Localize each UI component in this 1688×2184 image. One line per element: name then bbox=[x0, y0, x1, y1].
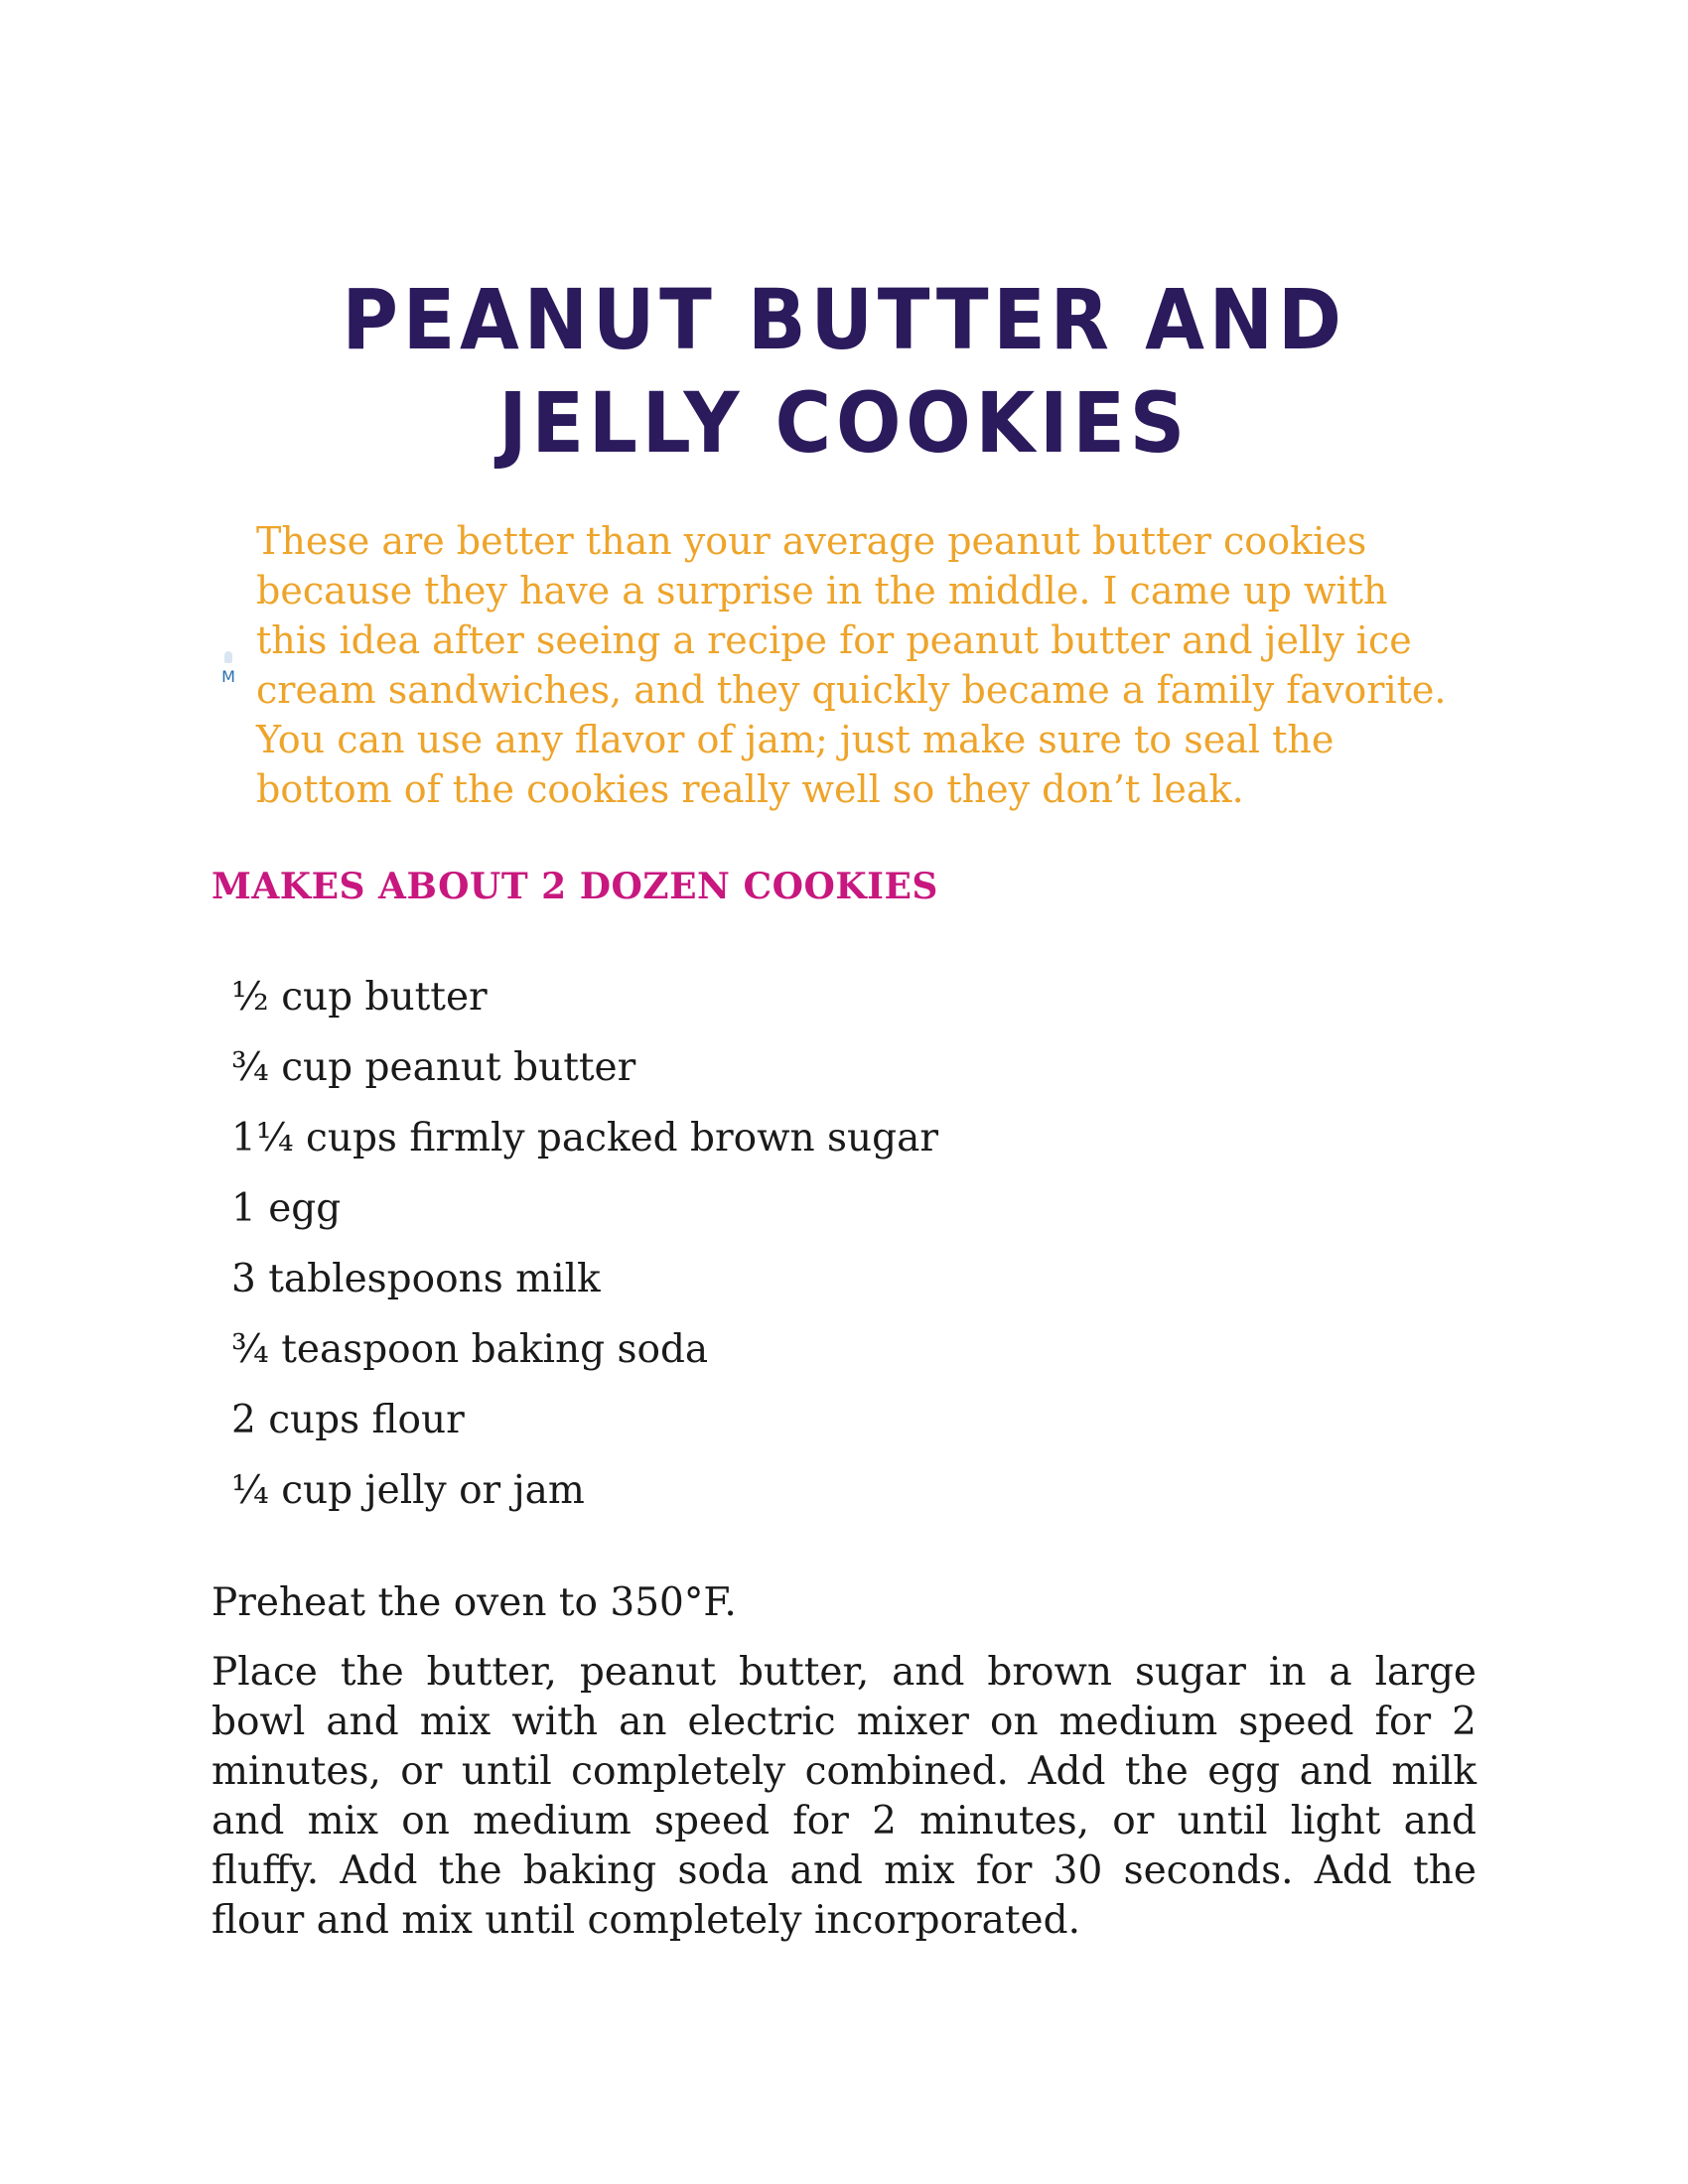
ingredient-item: 1¼ cups firmly packed brown sugar bbox=[231, 1116, 938, 1160]
instruction-step: Preheat the oven to 350°F. bbox=[211, 1580, 737, 1625]
marker-dot-icon bbox=[224, 651, 232, 663]
recipe-intro: These are better than your average peanut butter cookies because they have a surprise in the middle. I came up with this idea after seeing a recipe for peanut butter and jelly ice cream sandwiches, and they quickly became a family favorite. You can use any flavor of jam; just make sure to seal the bottom of the cookies really well so they don’t leak. bbox=[256, 519, 1447, 811]
ingredient-list bbox=[231, 975, 938, 1539]
recipe-title-line-1: PEANUT BUTTER AND bbox=[342, 271, 1346, 368]
ingredient-item: ½ cup butter bbox=[231, 975, 488, 1020]
ingredient-item: ¾ cup peanut butter bbox=[231, 1045, 636, 1090]
recipe-yield: MAKES ABOUT 2 DOZEN COOKIES bbox=[211, 866, 938, 907]
ingredient-item: 2 cups flour bbox=[231, 1398, 465, 1442]
instruction-step: Place the butter, peanut butter, and brown sugar in a large bowl and mix with an electric mixer on medium speed for 2 minutes, or until completely combined. Add the egg and milk and mix on medium speed for 2 minutes, or until light and fluffy. Add the baking soda and mix for 30 seconds. Add the flour and mix until completely incorporated. bbox=[211, 1650, 1477, 1943]
ingredient-item: ¾ teaspoon baking soda bbox=[231, 1327, 709, 1372]
recipe-instructions bbox=[211, 1578, 1477, 1966]
recipe-title bbox=[68, 268, 1620, 475]
margin-marker-letter: M bbox=[221, 667, 235, 686]
ingredient-item: 3 tablespoons milk bbox=[231, 1257, 601, 1301]
margin-marker-icon bbox=[218, 651, 238, 686]
ingredient-item: 1 egg bbox=[231, 1186, 342, 1231]
recipe-title-line-2: JELLY COOKIES bbox=[498, 374, 1190, 472]
ingredient-item: ¼ cup jelly or jam bbox=[231, 1468, 585, 1513]
